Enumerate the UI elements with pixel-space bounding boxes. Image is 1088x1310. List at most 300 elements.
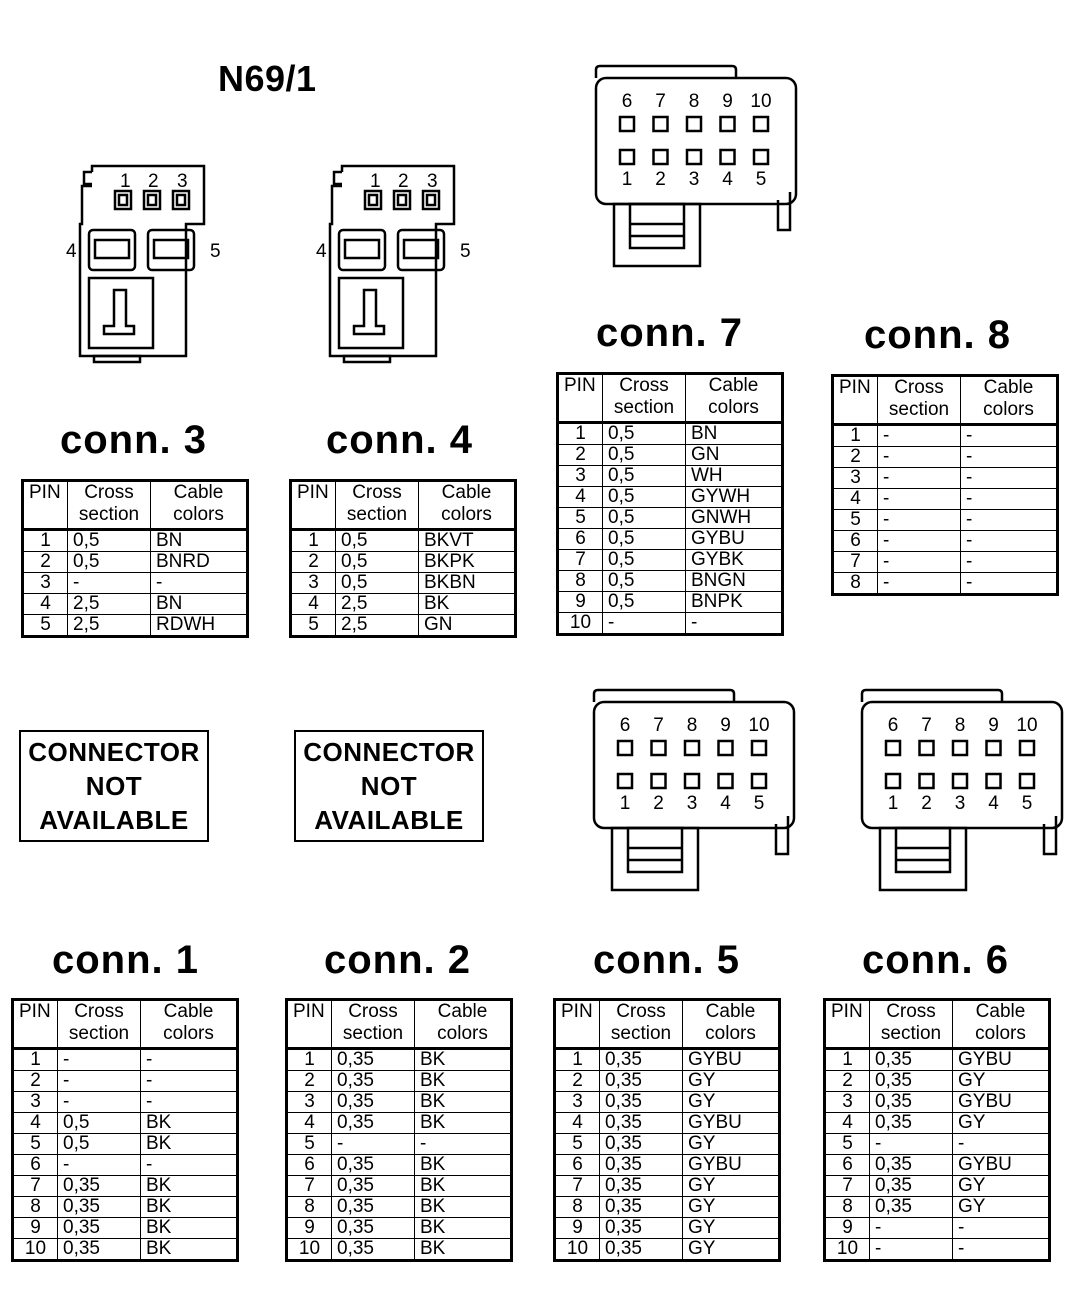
table-row xyxy=(555,1218,780,1239)
pin-table-conn8 xyxy=(831,374,1059,596)
table-row xyxy=(825,1134,1050,1155)
pin-number-cell: 6 xyxy=(833,531,878,552)
table-row xyxy=(287,1134,512,1155)
header-line: colors xyxy=(983,399,1034,420)
cross-section-cell: 0,35 xyxy=(332,1176,415,1197)
pin-socket xyxy=(886,774,900,788)
cable-color-cell: - xyxy=(141,1155,238,1176)
table-row xyxy=(287,1218,512,1239)
table-row xyxy=(13,1049,238,1071)
cross-section-cell: 0,35 xyxy=(600,1049,683,1071)
connector-title-conn2: conn. 2 xyxy=(324,938,472,982)
header-line: section xyxy=(880,1023,942,1044)
cross-section-cell: 2,5 xyxy=(68,594,151,615)
table-row xyxy=(555,1176,780,1197)
cross-section-cell: 0,5 xyxy=(68,530,151,552)
table-header-row xyxy=(825,1000,1050,1049)
cross-section-cell: 0,5 xyxy=(603,592,686,613)
table-row xyxy=(555,1197,780,1218)
cable-color-cell: BN xyxy=(686,423,783,445)
pin-column-header: PIN xyxy=(287,1000,332,1049)
connector-title-conn7: conn. 7 xyxy=(596,311,744,355)
pin-column-header: PIN xyxy=(558,374,603,423)
pin-number-cell: 2 xyxy=(287,1071,332,1092)
table-row xyxy=(833,531,1058,552)
cable-color-cell: BK xyxy=(415,1239,512,1261)
pin-socket xyxy=(987,741,1001,755)
table-row xyxy=(558,592,783,613)
table-row xyxy=(13,1155,238,1176)
connector-title-conn3: conn. 3 xyxy=(60,418,208,462)
table-header-row xyxy=(13,1000,238,1049)
pin-number-cell: 9 xyxy=(825,1218,870,1239)
cross-section-cell: 0,5 xyxy=(603,571,686,592)
table-row xyxy=(555,1134,780,1155)
table-row xyxy=(287,1071,512,1092)
cable-color-cell: - xyxy=(961,573,1058,595)
pin-number-cell: 9 xyxy=(13,1218,58,1239)
table-row xyxy=(558,508,783,529)
header-line: Cable xyxy=(441,482,492,503)
pin-label: 4 xyxy=(66,241,77,262)
pin-number-cell: 6 xyxy=(825,1155,870,1176)
cable-color-cell: BK xyxy=(415,1155,512,1176)
header-line: Cable xyxy=(437,1001,488,1022)
pin-label: 5 xyxy=(1021,793,1033,814)
pin-socket xyxy=(685,774,699,788)
pin-label: 9 xyxy=(720,715,731,736)
cable-color-cell: GY xyxy=(683,1218,780,1239)
cable-color-cell: GYBU xyxy=(953,1049,1050,1071)
cable-color-cell: BK xyxy=(415,1071,512,1092)
cable-color-cell: BK xyxy=(141,1197,238,1218)
pin-socket xyxy=(886,741,900,755)
pin-number-cell: 8 xyxy=(833,573,878,595)
cross-section-column-header xyxy=(600,1000,683,1049)
pin-number-cell: 1 xyxy=(825,1049,870,1071)
pin-number-cell: 1 xyxy=(13,1049,58,1071)
cable-color-cell: BK xyxy=(141,1113,238,1134)
cable-color-cell: BNPK xyxy=(686,592,783,613)
connector-title-conn8: conn. 8 xyxy=(864,313,1012,357)
cable-color-cell: GYBU xyxy=(686,529,783,550)
header-line: colors xyxy=(975,1023,1026,1044)
table-row xyxy=(825,1239,1050,1261)
pin-number-cell: 3 xyxy=(833,468,878,489)
pin-label: 10 xyxy=(748,715,770,736)
cross-section-cell: 0,35 xyxy=(870,1071,953,1092)
cable-color-cell: BK xyxy=(141,1218,238,1239)
pin-label: 4 xyxy=(316,241,327,262)
cross-section-cell: 0,5 xyxy=(603,466,686,487)
pin-number-cell: 8 xyxy=(558,571,603,592)
cross-section-cell: - xyxy=(603,613,686,635)
cross-section-cell: - xyxy=(878,447,961,468)
pin-label: 5 xyxy=(753,793,765,814)
header-line: Cross xyxy=(352,482,402,503)
pin-socket xyxy=(654,150,668,164)
pin-label: 5 xyxy=(755,169,767,190)
header-line: section xyxy=(68,1023,130,1044)
header-line: colors xyxy=(163,1023,214,1044)
pin-number-cell: 3 xyxy=(558,466,603,487)
cross-section-cell: - xyxy=(870,1218,953,1239)
pin-socket xyxy=(620,117,634,131)
pin-column-header: PIN xyxy=(555,1000,600,1049)
table-row xyxy=(23,573,248,594)
cross-section-cell: 0,35 xyxy=(600,1197,683,1218)
pin-column-header: PIN xyxy=(13,1000,58,1049)
pin-socket xyxy=(1020,774,1034,788)
table-row xyxy=(558,571,783,592)
pin-label: 7 xyxy=(653,715,664,736)
cross-section-cell: 0,35 xyxy=(332,1155,415,1176)
cable-colors-column-header xyxy=(961,376,1058,425)
pin-table-conn5 xyxy=(553,998,781,1262)
table-row xyxy=(287,1113,512,1134)
table-row xyxy=(833,510,1058,531)
cable-color-cell: GYBU xyxy=(953,1092,1050,1113)
cable-colors-column-header xyxy=(151,481,248,530)
header-line: Cross xyxy=(886,1001,936,1022)
pin-number-cell: 5 xyxy=(558,508,603,529)
cross-section-cell: 0,5 xyxy=(336,530,419,552)
cable-color-cell: BN xyxy=(151,594,248,615)
pin-label: 10 xyxy=(1016,715,1038,736)
cross-section-cell: - xyxy=(58,1049,141,1071)
table-row xyxy=(287,1092,512,1113)
cable-color-cell: GY xyxy=(953,1113,1050,1134)
pin-number-cell: 1 xyxy=(23,530,68,552)
cable-color-cell: - xyxy=(953,1239,1050,1261)
cable-color-cell: GYBU xyxy=(683,1113,780,1134)
pin-table-conn3 xyxy=(21,479,249,638)
cable-color-cell: GY xyxy=(683,1071,780,1092)
not-available-line: AVAILABLE xyxy=(39,805,189,835)
pin-label: 6 xyxy=(619,715,631,736)
table-row xyxy=(558,423,783,445)
pin-number-cell: 4 xyxy=(291,594,336,615)
table-row xyxy=(825,1176,1050,1197)
cross-section-cell: - xyxy=(332,1134,415,1155)
pin-column-header: PIN xyxy=(825,1000,870,1049)
table-row xyxy=(833,573,1058,595)
cross-section-cell: - xyxy=(878,510,961,531)
pin-number-cell: 10 xyxy=(558,613,603,635)
pin-label: 9 xyxy=(988,715,999,736)
pin-label: 1 xyxy=(120,171,131,192)
header-line: colors xyxy=(173,504,224,525)
cross-section-cell: 0,35 xyxy=(58,1197,141,1218)
cross-section-column-header xyxy=(58,1000,141,1049)
pin-table-conn7 xyxy=(556,372,784,636)
header-line: Cross xyxy=(348,1001,398,1022)
cable-color-cell: - xyxy=(961,552,1058,573)
cable-color-cell: BNRD xyxy=(151,552,248,573)
pin-socket xyxy=(618,774,632,788)
pin-socket xyxy=(754,117,768,131)
cross-section-cell: - xyxy=(878,468,961,489)
pin-socket xyxy=(752,741,766,755)
table-row xyxy=(13,1092,238,1113)
cross-section-cell: 0,5 xyxy=(68,552,151,573)
table-row xyxy=(23,615,248,637)
pin-number-cell: 8 xyxy=(287,1197,332,1218)
pin-label: 9 xyxy=(722,91,733,112)
pin-number-cell: 10 xyxy=(287,1239,332,1261)
pin-number-cell: 7 xyxy=(825,1176,870,1197)
pin-number-cell: 7 xyxy=(13,1176,58,1197)
table-row xyxy=(555,1113,780,1134)
small-connector-shape xyxy=(80,166,204,362)
cross-section-cell: 0,35 xyxy=(600,1155,683,1176)
pin-table-conn2 xyxy=(285,998,513,1262)
pin-label: 10 xyxy=(750,91,772,112)
page-title: N69/1 xyxy=(218,58,317,99)
pin-number-cell: 4 xyxy=(825,1113,870,1134)
pin-socket xyxy=(920,774,934,788)
pin-label: 5 xyxy=(210,241,221,262)
pin-socket xyxy=(953,741,967,755)
pin-socket xyxy=(652,741,666,755)
cable-color-cell: - xyxy=(953,1218,1050,1239)
connector-not-available-box xyxy=(294,730,484,842)
pin-number-cell: 3 xyxy=(287,1092,332,1113)
cross-section-cell: 0,5 xyxy=(58,1134,141,1155)
table-row xyxy=(23,594,248,615)
pin-number-cell: 10 xyxy=(13,1239,58,1261)
cross-section-column-header xyxy=(870,1000,953,1049)
table-row xyxy=(825,1218,1050,1239)
cross-section-cell: 0,35 xyxy=(332,1239,415,1261)
cross-section-cell: 0,35 xyxy=(332,1092,415,1113)
pin-socket xyxy=(987,774,1001,788)
cross-section-cell: - xyxy=(68,573,151,594)
cross-section-cell: 0,35 xyxy=(58,1176,141,1197)
pin-label: 2 xyxy=(921,793,932,814)
cable-color-cell: GN xyxy=(419,615,516,637)
pin-number-cell: 10 xyxy=(825,1239,870,1261)
pin-socket xyxy=(721,150,735,164)
table-row xyxy=(558,613,783,635)
connector-not-available-box xyxy=(19,730,209,842)
pin-label: 8 xyxy=(686,715,698,736)
cross-section-cell: - xyxy=(878,489,961,510)
cross-section-cell: - xyxy=(58,1071,141,1092)
pin-number-cell: 3 xyxy=(23,573,68,594)
connector-title-conn4: conn. 4 xyxy=(326,418,474,462)
table-row xyxy=(287,1155,512,1176)
pin-number-cell: 1 xyxy=(287,1049,332,1071)
pin-label: 3 xyxy=(954,793,966,814)
pin-socket xyxy=(654,117,668,131)
cable-color-cell: BK xyxy=(419,594,516,615)
table-row xyxy=(558,529,783,550)
cable-color-cell: - xyxy=(961,510,1058,531)
pin-number-cell: 5 xyxy=(291,615,336,637)
header-line: colors xyxy=(705,1023,756,1044)
pin-label: 6 xyxy=(621,91,633,112)
not-available-line: NOT xyxy=(85,771,143,801)
small-connector-shape xyxy=(330,166,454,362)
cable-color-cell: BK xyxy=(415,1049,512,1071)
table-row xyxy=(291,594,516,615)
pin-number-cell: 4 xyxy=(23,594,68,615)
cross-section-cell: - xyxy=(58,1092,141,1113)
pin-socket xyxy=(721,117,735,131)
cable-color-cell: - xyxy=(953,1134,1050,1155)
pin-label: 3 xyxy=(688,169,700,190)
pin-socket xyxy=(719,741,733,755)
pin-socket xyxy=(754,150,768,164)
connector-diagram-conn5 xyxy=(590,688,800,894)
header-line: section xyxy=(342,1023,404,1044)
header-line: colors xyxy=(708,397,759,418)
cable-color-cell: GN xyxy=(686,445,783,466)
table-row xyxy=(291,552,516,573)
pin-number-cell: 9 xyxy=(558,592,603,613)
cross-section-cell: 2,5 xyxy=(336,594,419,615)
pin-socket xyxy=(920,741,934,755)
cross-section-cell: 0,35 xyxy=(332,1071,415,1092)
cable-color-cell: - xyxy=(961,468,1058,489)
cable-color-cell: BN xyxy=(151,530,248,552)
header-line: colors xyxy=(437,1023,488,1044)
table-header-row xyxy=(833,376,1058,425)
header-line: Cable xyxy=(983,377,1034,398)
header-line: section xyxy=(346,504,408,525)
pin-label: 7 xyxy=(921,715,932,736)
cross-section-cell: 0,35 xyxy=(870,1155,953,1176)
pin-socket xyxy=(1020,741,1034,755)
connector-diagram-conn7 xyxy=(592,64,802,270)
cable-colors-column-header xyxy=(686,374,783,423)
cable-color-cell: WH xyxy=(686,466,783,487)
cable-color-cell: BKBN xyxy=(419,573,516,594)
pin-label: 8 xyxy=(954,715,966,736)
table-row xyxy=(825,1049,1050,1071)
cable-color-cell: BK xyxy=(415,1092,512,1113)
header-line: Cable xyxy=(173,482,224,503)
not-available-line: CONNECTOR xyxy=(28,737,200,767)
cross-section-cell: - xyxy=(58,1155,141,1176)
pin-number-cell: 5 xyxy=(287,1134,332,1155)
cable-color-cell: GYBU xyxy=(683,1049,780,1071)
pin-number-cell: 1 xyxy=(558,423,603,445)
cable-color-cell: - xyxy=(961,531,1058,552)
pin-number-cell: 1 xyxy=(291,530,336,552)
cross-section-cell: - xyxy=(878,531,961,552)
pin-number-cell: 8 xyxy=(13,1197,58,1218)
pin-number-cell: 5 xyxy=(23,615,68,637)
cable-colors-column-header xyxy=(141,1000,238,1049)
pin-number-cell: 1 xyxy=(833,425,878,447)
pin-label: 4 xyxy=(722,169,733,190)
cross-section-column-header xyxy=(332,1000,415,1049)
connector-diagram-conn6 xyxy=(858,688,1068,894)
cable-color-cell: - xyxy=(415,1134,512,1155)
pin-number-cell: 9 xyxy=(555,1218,600,1239)
cable-color-cell: BK xyxy=(415,1218,512,1239)
header-line: Cross xyxy=(616,1001,666,1022)
pin-socket xyxy=(719,774,733,788)
table-header-row xyxy=(291,481,516,530)
cross-section-cell: 0,35 xyxy=(58,1239,141,1261)
not-available-line: NOT xyxy=(360,771,418,801)
table-row xyxy=(825,1197,1050,1218)
cable-color-cell: GY xyxy=(953,1197,1050,1218)
cross-section-cell: 0,5 xyxy=(603,487,686,508)
cross-section-column-header xyxy=(68,481,151,530)
header-line: Cross xyxy=(74,1001,124,1022)
cable-color-cell: GY xyxy=(683,1092,780,1113)
pin-number-cell: 3 xyxy=(825,1092,870,1113)
cross-section-cell: 0,5 xyxy=(336,552,419,573)
cable-colors-column-header xyxy=(415,1000,512,1049)
cable-color-cell: GY xyxy=(953,1071,1050,1092)
pin-number-cell: 4 xyxy=(555,1113,600,1134)
cable-color-cell: BK xyxy=(415,1197,512,1218)
table-row xyxy=(291,573,516,594)
cross-section-cell: - xyxy=(878,573,961,595)
table-row xyxy=(291,615,516,637)
cross-section-cell: 0,35 xyxy=(600,1071,683,1092)
cross-section-cell: 0,35 xyxy=(870,1197,953,1218)
cable-colors-column-header xyxy=(419,481,516,530)
pin-number-cell: 6 xyxy=(555,1155,600,1176)
pin-socket xyxy=(652,774,666,788)
pin-label: 2 xyxy=(398,171,409,192)
cross-section-cell: 0,5 xyxy=(603,445,686,466)
table-row xyxy=(825,1071,1050,1092)
cross-section-cell: 0,5 xyxy=(58,1113,141,1134)
pin-number-cell: 2 xyxy=(23,552,68,573)
table-row xyxy=(825,1113,1050,1134)
table-row xyxy=(558,445,783,466)
cross-section-cell: 0,35 xyxy=(600,1218,683,1239)
cable-color-cell: BK xyxy=(141,1239,238,1261)
cable-color-cell: BKVT xyxy=(419,530,516,552)
table-row xyxy=(287,1176,512,1197)
table-row xyxy=(555,1239,780,1261)
cross-section-cell: 0,35 xyxy=(600,1239,683,1261)
pin-socket xyxy=(620,150,634,164)
cable-color-cell: BK xyxy=(141,1176,238,1197)
cross-section-cell: 2,5 xyxy=(336,615,419,637)
cross-section-cell: 0,5 xyxy=(603,423,686,445)
cross-section-cell: 0,5 xyxy=(336,573,419,594)
pin-number-cell: 2 xyxy=(558,445,603,466)
pin-label: 4 xyxy=(988,793,999,814)
pin-number-cell: 8 xyxy=(555,1197,600,1218)
pin-number-cell: 3 xyxy=(13,1092,58,1113)
cross-section-cell: 0,35 xyxy=(600,1113,683,1134)
pin-number-cell: 1 xyxy=(555,1049,600,1071)
pin-table-conn1 xyxy=(11,998,239,1262)
pin-number-cell: 7 xyxy=(833,552,878,573)
cross-section-cell: 0,5 xyxy=(603,508,686,529)
pin-label: 5 xyxy=(460,241,471,262)
pin-socket xyxy=(685,741,699,755)
table-row xyxy=(291,530,516,552)
cable-color-cell: BK xyxy=(415,1113,512,1134)
table-row xyxy=(13,1113,238,1134)
cross-section-cell: 0,35 xyxy=(600,1092,683,1113)
cross-section-cell: 2,5 xyxy=(68,615,151,637)
table-row xyxy=(555,1071,780,1092)
pin-socket xyxy=(953,774,967,788)
pin-number-cell: 7 xyxy=(287,1176,332,1197)
